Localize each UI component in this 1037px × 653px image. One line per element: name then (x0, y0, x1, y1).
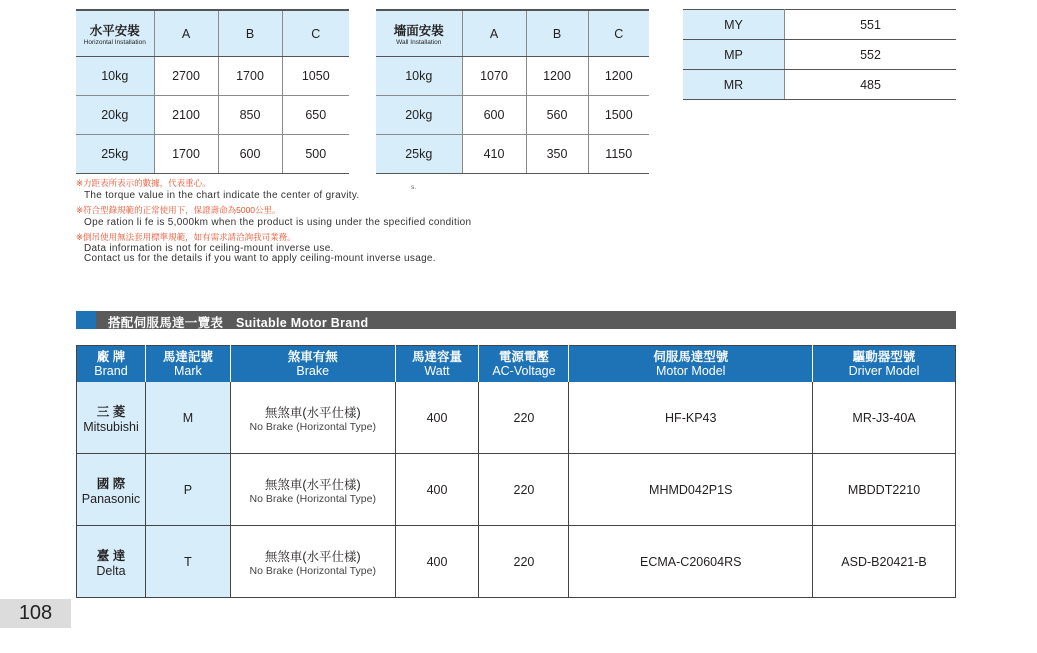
header-cell (376, 10, 462, 57)
table-row (376, 57, 649, 96)
motor-model-cell: ECMA-C20604RS (569, 526, 813, 598)
header-zh: 馬達容量 (412, 350, 463, 364)
section-accent-block (76, 311, 96, 329)
table-row (77, 526, 956, 598)
table-header-row (76, 10, 349, 57)
note-2-zh: ※符合型錄規範的正常使用下，保證壽命為5000公里。 (76, 205, 281, 215)
value-b: 1700 (218, 57, 282, 96)
driver-model-cell: MR-J3-40A (813, 382, 956, 454)
page-number: 108 (0, 599, 71, 628)
value-c: 1500 (588, 96, 649, 135)
value-a: 1700 (154, 135, 218, 174)
header-title-zh: 墻面安裝 (393, 24, 444, 38)
table-row (77, 454, 956, 526)
table-row (376, 135, 649, 174)
watt-cell: 400 (395, 382, 479, 454)
load-cell: 20kg (76, 96, 154, 135)
brake-zh: 無煞車(水平仕樣) (264, 405, 361, 420)
value-b: 1200 (526, 57, 588, 96)
header-title-zh: 水平安裝 (89, 24, 140, 38)
watt-cell: 400 (395, 526, 479, 598)
header-en: Watt (424, 364, 450, 378)
load-cell: 25kg (76, 135, 154, 174)
motor-model-cell: MHMD042P1S (569, 454, 813, 526)
col-a-header: A (462, 10, 526, 57)
value-b: 850 (218, 96, 282, 135)
header-zh: 伺服馬達型號 (653, 350, 729, 364)
value-b: 600 (218, 135, 282, 174)
header-en: Mark (174, 364, 202, 378)
header-motor-model (569, 346, 813, 383)
moment-value: 551 (785, 10, 957, 40)
col-b-header: B (218, 10, 282, 57)
header-en: Motor Model (655, 364, 726, 378)
table-row (683, 10, 956, 40)
value-c: 1150 (588, 135, 649, 174)
header-zh: 電源電壓 (498, 350, 549, 364)
brand-zh: 三 菱 (96, 404, 126, 419)
note-1-zh: ※力距表所表示的數據，代表重心。 (76, 178, 211, 188)
header-zh: 廠 牌 (96, 350, 126, 364)
header-title-en: Wall Installation (396, 39, 442, 46)
value-b: 560 (526, 96, 588, 135)
moment-value: 552 (785, 40, 957, 70)
brand-en: Panasonic (81, 491, 141, 506)
header-cell (76, 10, 154, 57)
brand-zh: 國 際 (96, 476, 126, 491)
moment-label: MP (683, 40, 785, 70)
col-a-header: A (154, 10, 218, 57)
col-b-header: B (526, 10, 588, 57)
table-header-row (376, 10, 649, 57)
table-row (76, 57, 349, 96)
header-driver-model (813, 346, 956, 383)
table-row (76, 135, 349, 174)
header-watt (395, 346, 479, 383)
stray-text: s. (411, 184, 417, 191)
section-title: 搭配伺服馬達一覽表 Suitable Motor Brand (108, 316, 369, 330)
mark-cell: P (145, 454, 230, 526)
motor-brand-table (76, 345, 956, 598)
value-c: 500 (282, 135, 349, 174)
header-mark (145, 346, 230, 383)
moment-label: MR (683, 70, 785, 100)
value-b: 350 (526, 135, 588, 174)
note-3-en-line2: Contact us for the details if you want to apply ceiling-mount inverse usage. (84, 252, 436, 264)
value-c: 1050 (282, 57, 349, 96)
driver-model-cell: MBDDT2210 (813, 454, 956, 526)
brand-en: Mitsubishi (83, 419, 139, 434)
header-zh: 驅動器型號 (852, 350, 916, 364)
brand-cell (77, 526, 146, 598)
header-zh: 煞車有無 (287, 350, 338, 364)
watt-cell: 400 (395, 454, 479, 526)
brand-cell (77, 454, 146, 526)
voltage-cell: 220 (479, 454, 569, 526)
brake-cell (230, 382, 395, 454)
wall-installation-table (376, 9, 649, 174)
table-row (683, 40, 956, 70)
table-row (77, 382, 956, 454)
brake-cell (230, 526, 395, 598)
mark-cell: T (145, 526, 230, 598)
note-2-en: Ope ration li fe is 5,000km when the product is using under the specified condition (84, 216, 472, 228)
value-c: 1200 (588, 57, 649, 96)
brand-zh: 臺 達 (96, 548, 126, 563)
value-a: 2700 (154, 57, 218, 96)
mark-cell: M (145, 382, 230, 454)
header-en: Driver Model (848, 364, 920, 378)
header-title-en: Horizontal Installation (83, 39, 146, 46)
section-header-bar (76, 311, 956, 329)
note-3-en-line1: Data information is not for ceiling-mount inverse use. (84, 242, 334, 254)
brake-zh: 無煞車(水平仕樣) (264, 477, 361, 492)
load-cell: 20kg (376, 96, 462, 135)
header-brand (77, 346, 146, 383)
header-brake (230, 346, 395, 383)
load-cell: 10kg (376, 57, 462, 96)
table-row (683, 70, 956, 100)
header-en: Brand (94, 364, 128, 378)
brake-en: No Brake (Horizontal Type) (249, 564, 376, 577)
value-c: 650 (282, 96, 349, 135)
brand-cell (77, 382, 146, 454)
note-1-en: The torque value in the chart indicate the center of gravity. (84, 189, 360, 201)
header-zh: 馬達記號 (162, 350, 213, 364)
moment-value: 485 (785, 70, 957, 100)
brake-cell (230, 454, 395, 526)
brake-zh: 無煞車(水平仕樣) (264, 549, 361, 564)
load-cell: 10kg (76, 57, 154, 96)
col-c-header: C (282, 10, 349, 57)
header-en: Brake (296, 364, 330, 378)
horizontal-installation-table (76, 9, 349, 174)
col-c-header: C (588, 10, 649, 57)
header-voltage (479, 346, 569, 383)
note-3-zh: ※倒吊使用無法套用標準規範，如有需求請洽詢我司業務。 (76, 232, 296, 242)
brake-en: No Brake (Horizontal Type) (249, 420, 376, 433)
value-a: 410 (462, 135, 526, 174)
moment-table (683, 9, 956, 100)
voltage-cell: 220 (479, 382, 569, 454)
value-a: 1070 (462, 57, 526, 96)
brake-en: No Brake (Horizontal Type) (249, 492, 376, 505)
table-row (376, 96, 649, 135)
moment-label: MY (683, 10, 785, 40)
driver-model-cell: ASD-B20421-B (813, 526, 956, 598)
voltage-cell: 220 (479, 526, 569, 598)
motor-model-cell: HF-KP43 (569, 382, 813, 454)
header-en: AC-Voltage (492, 364, 556, 378)
value-a: 2100 (154, 96, 218, 135)
table-row (76, 96, 349, 135)
load-cell: 25kg (376, 135, 462, 174)
brand-en: Delta (96, 563, 126, 578)
table-header-row (77, 346, 956, 383)
value-a: 600 (462, 96, 526, 135)
